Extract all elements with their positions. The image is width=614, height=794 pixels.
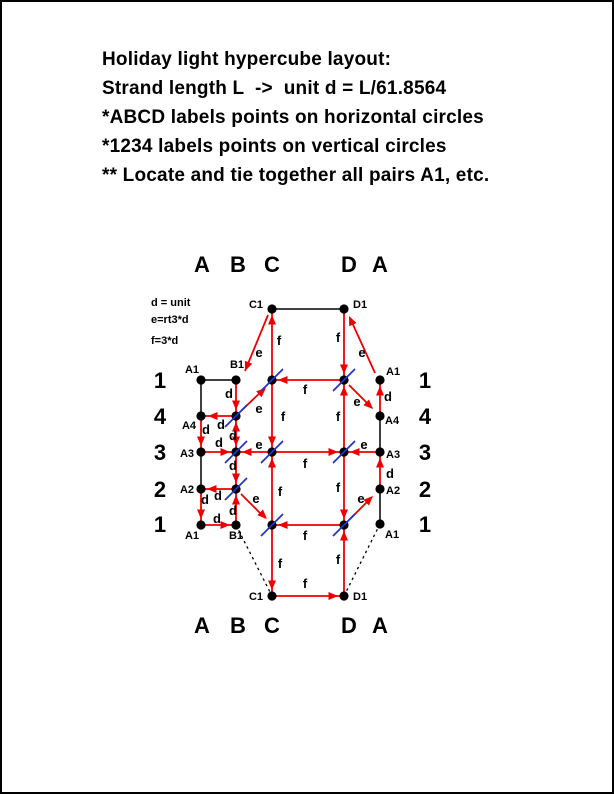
segment-label-d: d (386, 466, 394, 481)
arrowhead (242, 448, 252, 456)
point-label-A1: A1 (184, 530, 199, 542)
light-point (231, 520, 240, 529)
arrowhead (221, 521, 231, 529)
point-label-A3: A3 (386, 449, 401, 461)
segment-label-f: f (302, 382, 308, 397)
arrowhead (376, 386, 384, 396)
arrowhead (197, 510, 205, 520)
arrowhead (197, 437, 205, 447)
arrowhead (340, 531, 348, 541)
column-header-top-D: D (341, 252, 357, 277)
point-label-D1: D1 (353, 299, 368, 311)
column-header-top-B: B (230, 252, 246, 277)
segment-label-f: f (335, 552, 341, 567)
arrowhead (376, 458, 384, 468)
segment-label-d: d (384, 389, 392, 404)
light-point (267, 304, 276, 313)
title-line-2: Strand length L -> unit d = L/61.8564 (102, 78, 447, 99)
point-label-A4: A4 (181, 420, 196, 432)
light-point (267, 591, 276, 600)
arrowhead (268, 458, 276, 468)
point-label-A1: A1 (184, 364, 199, 376)
segment-label-e: e (358, 345, 366, 360)
segment-label-e: e (252, 491, 260, 506)
column-header-bottom-C: C (264, 613, 280, 638)
segment-label-d: d (215, 435, 223, 450)
row-header-left-4: 4 (153, 404, 167, 429)
segment-label-e: e (255, 437, 263, 452)
segment-label-d: d (214, 488, 222, 503)
light-point (375, 484, 384, 493)
column-header-top-A: A (194, 252, 210, 277)
point-label-A1: A1 (386, 366, 401, 378)
segment-label-d: d (229, 428, 237, 443)
point-label-C1: C1 (248, 591, 263, 603)
legend-line-1: d = unit (151, 297, 191, 309)
row-header-right-4: 4 (418, 404, 432, 429)
segment-label-f: f (280, 409, 286, 424)
column-header-bottom-A: A (372, 613, 388, 638)
point-label-D1: D1 (353, 591, 368, 603)
arrowhead (232, 401, 240, 411)
row-header-right-2: 2 (418, 477, 432, 502)
title-line-5: ** Locate and tie together all pairs A1, etc. (102, 165, 490, 186)
legend-line-2: e=rt3*d (151, 314, 189, 326)
segment-label-e: e (357, 491, 365, 506)
light-point (375, 447, 384, 456)
segment-label-f: f (335, 409, 341, 424)
segment-label-f: f (302, 456, 308, 471)
light-point (196, 447, 205, 456)
column-header-bottom-A: A (194, 613, 210, 638)
light-point (339, 591, 348, 600)
segment-label-f: f (276, 333, 282, 348)
row-header-right-1: 1 (418, 512, 432, 537)
title-line-3: *ABCD labels points on horizontal circles (102, 107, 484, 128)
segment-label-e: e (255, 401, 263, 416)
point-label-B1: B1 (229, 359, 244, 371)
column-header-bottom-B: B (230, 613, 246, 638)
arrowhead (278, 376, 288, 384)
segment-label-f: f (335, 330, 341, 345)
guide-line-dashed (344, 524, 380, 596)
arrowhead (268, 581, 276, 591)
arrowhead (350, 448, 360, 456)
segment-label-e: e (255, 345, 263, 360)
light-point (231, 375, 240, 384)
segment-label-f: f (277, 556, 283, 571)
hypercube-diagram (2, 2, 614, 794)
point-label-A4: A4 (385, 415, 400, 427)
arrowhead (232, 474, 240, 484)
light-point (339, 304, 348, 313)
segment-label-e: e (353, 394, 361, 409)
segment-label-d: d (217, 417, 225, 432)
segment-label-d: d (229, 458, 237, 473)
segment-label-f: f (277, 484, 283, 499)
segment-label-f: f (302, 528, 308, 543)
title-line-4: *1234 labels points on vertical circles (102, 136, 447, 157)
light-point (196, 375, 205, 384)
segment-label-d: d (225, 386, 233, 401)
arrowhead (345, 314, 356, 326)
arrowhead (340, 365, 348, 375)
arrowhead (268, 437, 276, 447)
light-point (196, 411, 205, 420)
title-line-1: Holiday light hypercube layout: (102, 49, 392, 70)
legend-line-3: f=3*d (151, 335, 179, 347)
row-header-left-2: 2 (153, 477, 167, 502)
column-header-bottom-D: D (341, 613, 357, 638)
segment-label-d: d (213, 511, 221, 526)
arrowhead (329, 448, 339, 456)
arrowhead (268, 315, 276, 325)
row-header-right-3: 3 (418, 440, 432, 465)
arrowhead (340, 386, 348, 396)
point-label-A3: A3 (179, 448, 194, 460)
segment-label-e: e (360, 437, 368, 452)
arrowhead (340, 510, 348, 520)
segment-label-d: d (202, 422, 210, 437)
segment-label-d: d (201, 492, 209, 507)
column-header-top-C: C (264, 252, 280, 277)
row-header-right-1: 1 (418, 368, 432, 393)
point-label-A2: A2 (386, 485, 401, 497)
point-label-A2: A2 (179, 484, 194, 496)
arrowhead (278, 521, 288, 529)
point-label-C1: C1 (248, 299, 263, 311)
row-header-left-1: 1 (153, 512, 167, 537)
light-point (196, 520, 205, 529)
arrowhead (329, 592, 339, 600)
point-label-B1: B1 (228, 530, 243, 542)
light-point (375, 375, 384, 384)
row-header-left-3: 3 (153, 440, 167, 465)
light-point (375, 411, 384, 420)
row-header-left-1: 1 (153, 368, 167, 393)
column-header-top-A: A (372, 252, 388, 277)
light-point (375, 519, 384, 528)
segment-label-d: d (229, 503, 237, 518)
point-label-A1: A1 (385, 529, 400, 541)
segment-label-f: f (302, 576, 308, 591)
segment-label-f: f (335, 480, 341, 495)
